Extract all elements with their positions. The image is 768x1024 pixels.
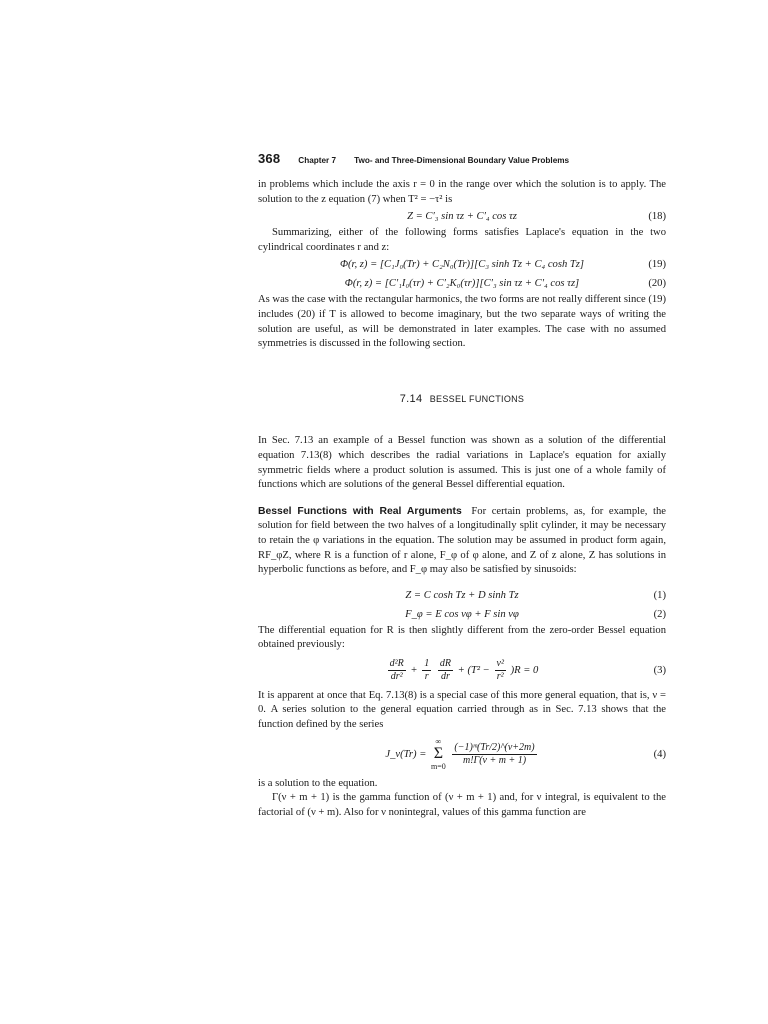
fraction: $\frac{\text{(−1)ᵐ(Tr/2)\textasciicircum{}(ν+2m)}}{m!\Gamma(\nu + m + 1)}$	[454, 741, 535, 766]
equation-body: Φ(r, z) = [C′₁I₀(τr) + C′₂K₀(τr)][C′₃ sin τz + C′₄ cos τz]	[344, 278, 580, 290]
paragraph	[258, 505, 666, 578]
equation-19	[258, 255, 666, 274]
paragraph: Summarizing, either of the following forms satisfies Laplace's equation in the two cylindrical coordinates r and z:	[258, 227, 666, 253]
equation-1	[258, 586, 666, 605]
paragraph-text: For certain problems, as, for example, the solution for field between the two halves of a longitudinally split cylinder, it may be necessary to retain the φ variations in the equation. The solution may be assumed in product form again, RF_φZ, where R is a function of r alone, F_φ of φ alone, and Z of z alone, Z has solutions in hyperbolic functions as before, and F_φ may also be satisfied by sinusoids:	[258, 505, 666, 576]
equation-3	[258, 653, 666, 689]
equation-number: (4)	[653, 748, 666, 760]
text-column	[258, 178, 666, 820]
section-number: 7.14	[399, 392, 423, 405]
section-heading	[258, 392, 666, 407]
section-title: BESSEL FUNCTIONS	[429, 393, 525, 404]
equation-18	[258, 207, 666, 226]
fraction: $\frac{\text{d²R}}{\text{dr²}}$	[389, 657, 404, 682]
equation-body: J_ν(Tr) = ∞ Σ m=0 $\frac{\text{(−1)ᵐ(Tr/2)\textasciicircum{}(ν+2m)}}{m!\Gamma(\nu + m + 1)}$	[385, 737, 535, 772]
paragraph: As was the case with the rectangular harmonics, the two forms are not really different since (19) includes (20) if T is allowed to become imaginary, but the two separate ways of writing the solution are useful, as will be demonstrated in later examples. The case with no assumed symmetries is discussed in the following section.	[258, 294, 666, 350]
chapter-label: Chapter 7	[298, 156, 337, 165]
equation-body: $\frac{\text{d²R}}{\text{dr²}}$ + $\frac{1}{r}$ $\frac{dR}{dr}$ + (T² − $\frac{\text{ν²}}{\text{r²}}$ )R = 0	[389, 657, 539, 682]
paragraph: In Sec. 7.13 an example of a Bessel function was shown as a solution of the differential equation 7.13(8) which describes the radial variations in Laplace's equation for axially symmetric fields where a product solution is assumed. This is just one of a whole family of functions which are solutions of the general Bessel differential equation.	[258, 435, 666, 491]
equation-number: (1)	[653, 589, 666, 601]
equation-number: (2)	[653, 608, 666, 620]
running-header	[258, 150, 678, 168]
fraction: $\frac{\text{ν²}}{\text{r²}}$	[496, 657, 504, 682]
equation-number: (3)	[653, 664, 666, 676]
paragraph: Γ(ν + m + 1) is the gamma function of (ν + m + 1) and, for ν integral, is equivalent to the factorial of (ν + m). Also for ν nonintegral, values of this gamma function are	[258, 792, 666, 818]
fraction: $\frac{1}{r}$	[424, 657, 430, 682]
equation-number: (18)	[648, 211, 666, 223]
equation-body: F_φ = E cos νφ + F sin νφ	[405, 608, 519, 620]
equation-number: (19)	[648, 259, 666, 271]
equation-body: Z = C cosh Tz + D sinh Tz	[405, 589, 519, 601]
paragraph: The differential equation for R is then slightly different from the zero-order Bessel equation obtained previously:	[258, 624, 666, 651]
equation-2	[258, 605, 666, 624]
page-number: 368	[258, 151, 281, 166]
equation-number: (20)	[648, 278, 666, 290]
equation-4	[258, 733, 666, 777]
equation-body: Z = C′₃ sin τz + C′₄ cos τz	[407, 211, 517, 223]
paragraph: It is apparent at once that Eq. 7.13(8) is a special case of this more general equation, that is, ν = 0. A series solution to the general equation carried through as in Sec. 7.13 shows that the function defined by the series	[258, 689, 666, 731]
chapter-title: Two- and Three-Dimensional Boundary Value Problems	[354, 156, 570, 165]
run-in-heading: Bessel Functions with Real Arguments	[258, 505, 462, 517]
summation: ∞ Σ m=0	[431, 737, 446, 772]
equation-body: Φ(r, z) = [C₁J₀(Tr) + C₂N₀(Tr)][C₃ sinh Tz + C₄ cosh Tz]	[339, 259, 585, 271]
equation-20	[258, 274, 666, 293]
paragraph: is a solution to the equation.	[258, 777, 378, 789]
paragraph: in problems which include the axis r = 0 in the range over which the solution is to apply. The solution to the z equation (7) when T² = −τ² is	[258, 179, 666, 205]
fraction: $\frac{dR}{dr}$	[439, 657, 451, 682]
